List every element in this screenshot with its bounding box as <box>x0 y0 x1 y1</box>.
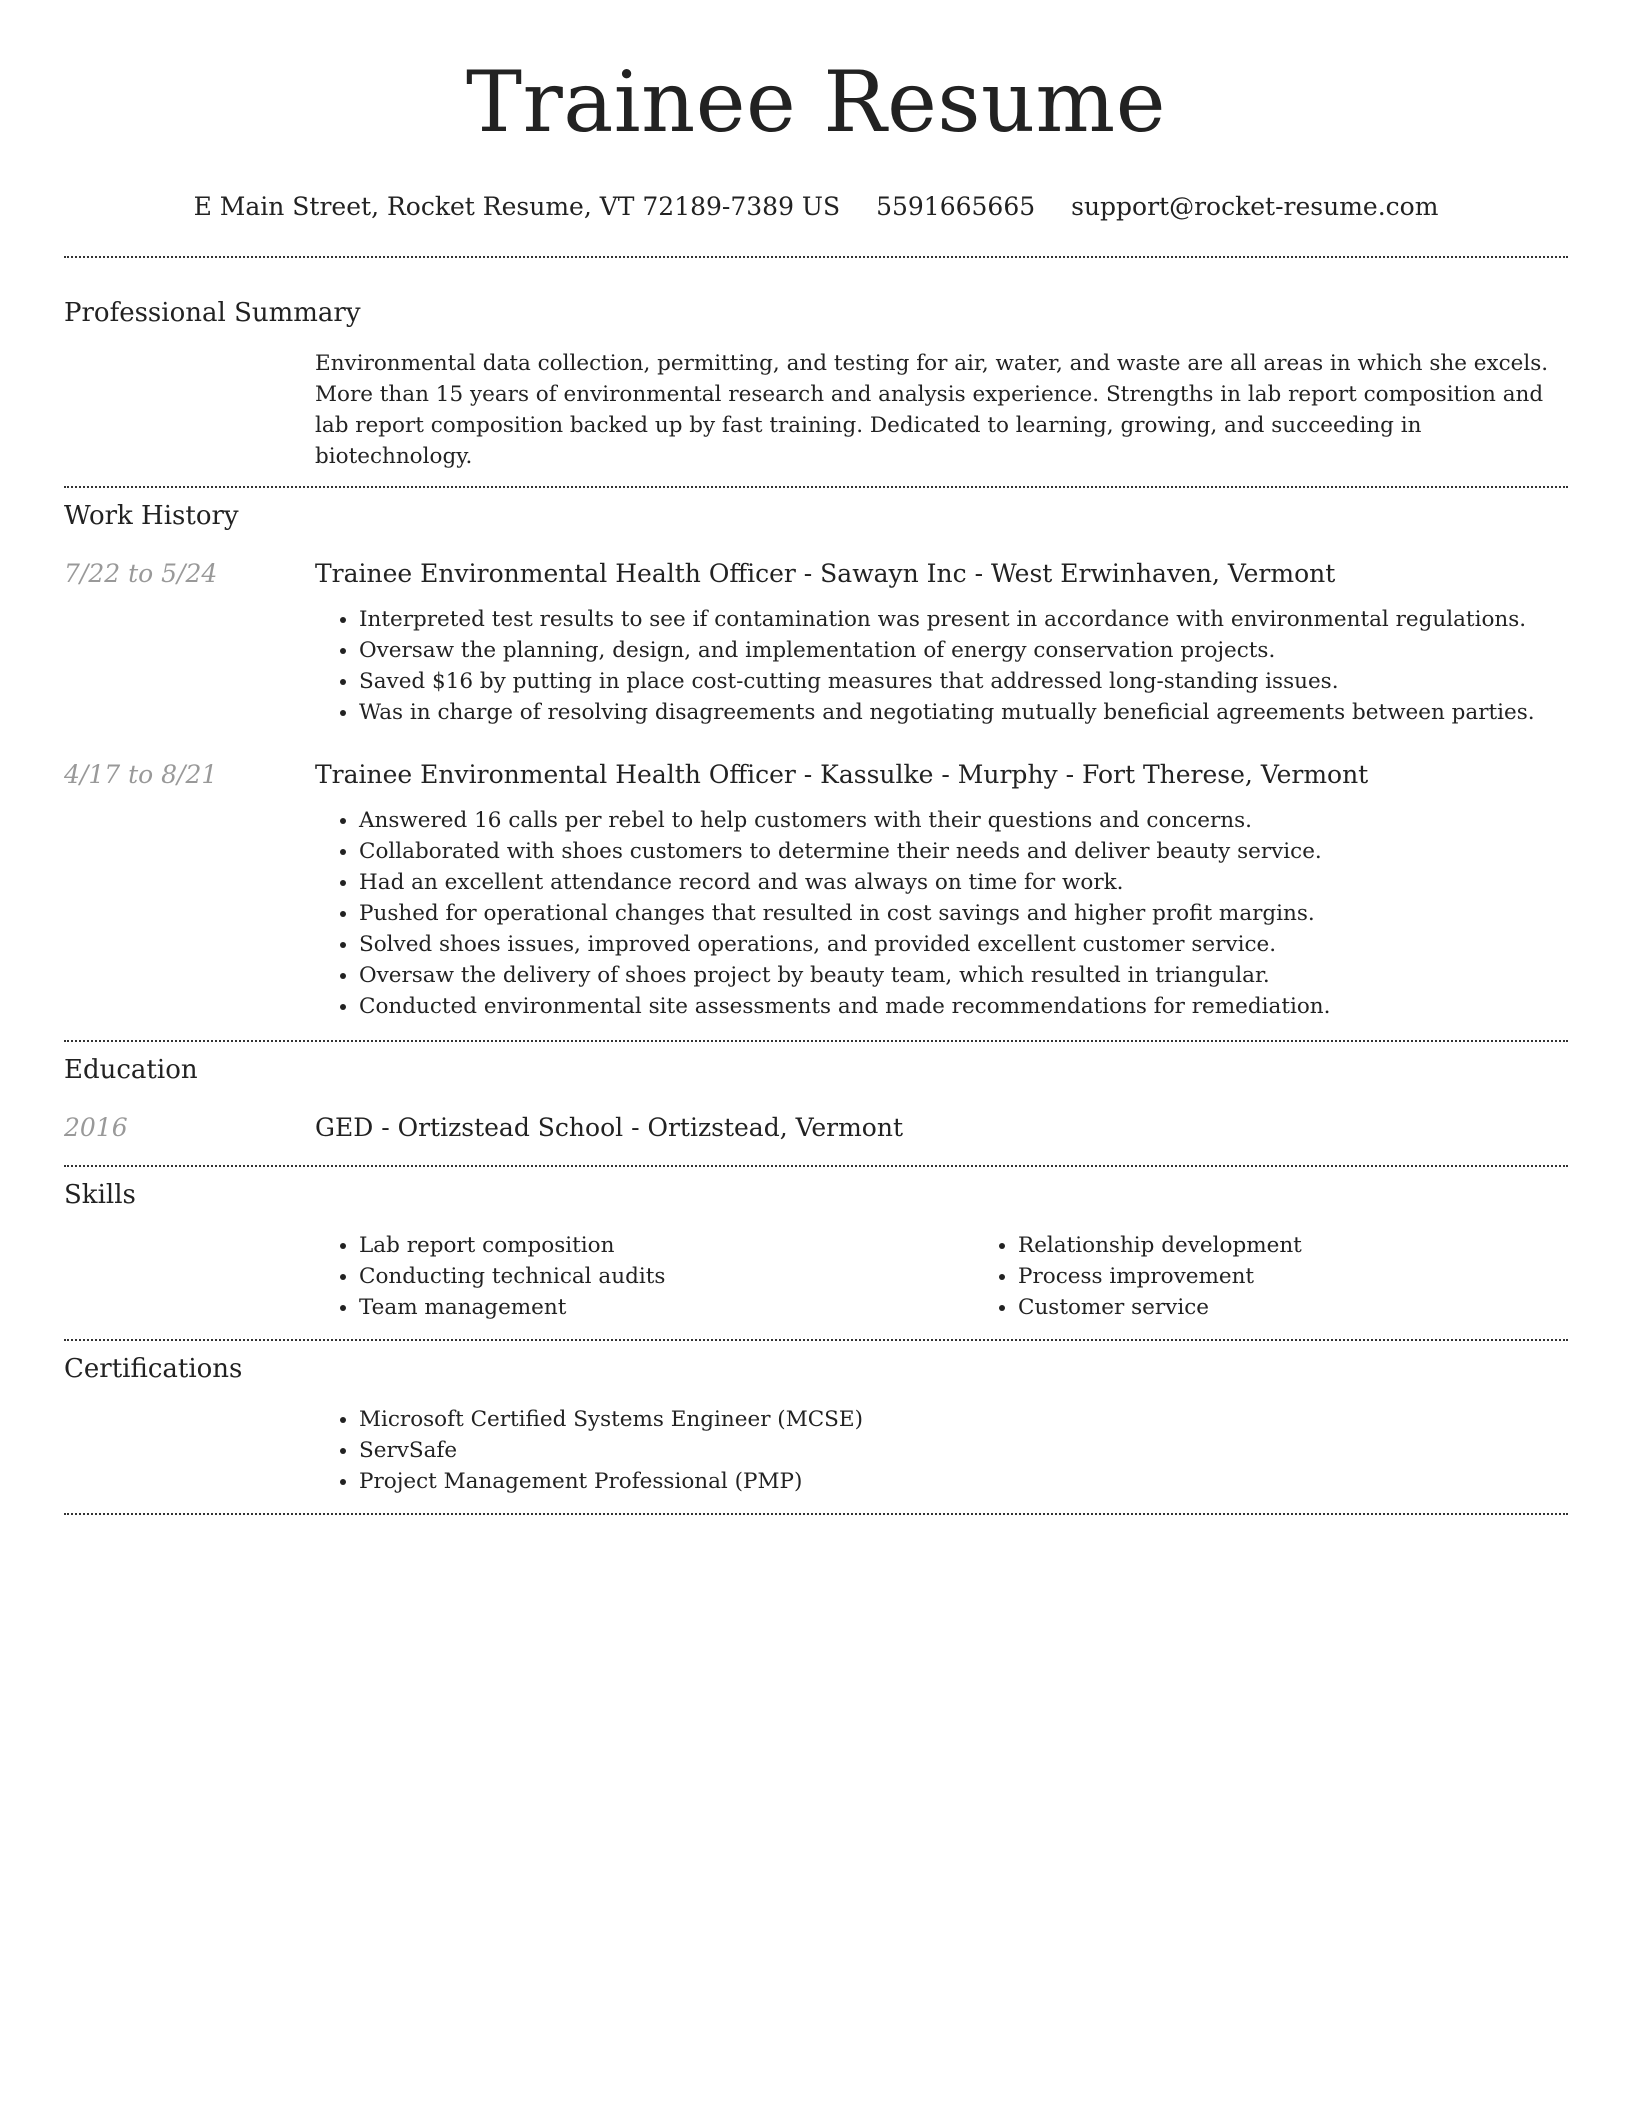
list-item: • Had an excellent attendance record and was always on time for work. <box>359 867 1568 898</box>
list-item: • Project Management Professional (PMP) <box>359 1466 1568 1497</box>
work-history-section <box>64 499 1568 1022</box>
summary-section <box>64 296 1568 472</box>
contact-address: E Main Street, Rocket Resume, VT 72189-7389 US <box>193 192 841 221</box>
section-divider <box>64 1165 1568 1167</box>
resume-title: Trainee Resume <box>466 53 1166 151</box>
education-section <box>64 1053 1568 1145</box>
contact-line <box>64 190 1568 224</box>
list-item: • Conducted environmental site assessments and made recommendations for remediation. <box>359 991 1568 1022</box>
list-item: • Relationship development <box>1018 1230 1632 1261</box>
list-item: • Saved $16 by putting in place cost-cutting measures that addressed long-standing issues. <box>359 666 1568 697</box>
section-divider <box>64 1513 1568 1515</box>
work-history-heading: Work History <box>64 501 239 531</box>
list-item: • Team management <box>359 1292 974 1323</box>
skills-section <box>64 1178 1568 1323</box>
education-year: 2016 <box>64 1113 128 1142</box>
list-item: • Solved shoes issues, improved operations, and provided excellent customer service. <box>359 929 1568 960</box>
education-heading: Education <box>64 1055 198 1085</box>
list-item: • Lab report composition <box>359 1230 974 1261</box>
section-divider <box>64 1040 1568 1042</box>
list-item: • Conducting technical audits <box>359 1261 974 1292</box>
list-item: • Was in charge of resolving disagreements and negotiating mutually beneficial agreements between parties. <box>359 697 1568 728</box>
list-item: • Interpreted test results to see if contamination was present in accordance with environmental regulations. <box>359 604 1568 635</box>
skills-list-left <box>315 1230 974 1323</box>
job-bullets <box>315 604 1568 728</box>
education-entry <box>64 1111 1568 1145</box>
skills-heading: Skills <box>64 1180 136 1210</box>
list-item: • Answered 16 calls per rebel to help customers with their questions and concerns. <box>359 805 1568 836</box>
list-item: • Customer service <box>1018 1292 1632 1323</box>
job-entry <box>64 557 1568 728</box>
certifications-heading: Certifications <box>64 1354 243 1384</box>
job-dates: 7/22 to 5/24 <box>64 559 218 588</box>
list-item: • Oversaw the delivery of shoes project by beauty team, which resulted in triangular. <box>359 960 1568 991</box>
list-item: • Process improvement <box>1018 1261 1632 1292</box>
section-divider <box>64 486 1568 488</box>
education-detail: GED - Ortizstead School - Ortizstead, Vermont <box>315 1113 904 1142</box>
skills-grid <box>315 1230 1632 1323</box>
section-divider <box>64 1339 1568 1341</box>
job-title: Trainee Environmental Health Officer - Kassulke - Murphy - Fort Therese, Vermont <box>315 760 1369 789</box>
summary-text: Environmental data collection, permitting, and testing for air, water, and waste are all areas in which she excels. More than 15 years of environmental research and analysis experience. Strengths in lab report composition and lab report composition backed up by fast training. Dedicated to learning, growing, and succeeding in biotechnology. <box>315 351 1549 469</box>
job-title: Trainee Environmental Health Officer - Sawayn Inc - West Erwinhaven, Vermont <box>315 559 1336 588</box>
skills-list-right <box>974 1230 1632 1323</box>
list-item: • Pushed for operational changes that resulted in cost savings and higher profit margins. <box>359 898 1568 929</box>
list-item: • Oversaw the planning, design, and implementation of energy conservation projects. <box>359 635 1568 666</box>
job-dates: 4/17 to 8/21 <box>64 760 218 789</box>
job-bullets <box>315 805 1568 1022</box>
summary-heading: Professional Summary <box>64 298 361 328</box>
contact-email: support@rocket-resume.com <box>1071 192 1439 221</box>
list-item: • Collaborated with shoes customers to determine their needs and deliver beauty service. <box>359 836 1568 867</box>
contact-phone: 5591665665 <box>876 192 1036 221</box>
certifications-section <box>64 1352 1568 1497</box>
job-entry <box>64 758 1568 1022</box>
certifications-list <box>315 1404 1568 1497</box>
list-item: • Microsoft Certified Systems Engineer (MCSE) <box>359 1404 1568 1435</box>
section-divider <box>64 256 1568 258</box>
list-item: • ServSafe <box>359 1435 1568 1466</box>
